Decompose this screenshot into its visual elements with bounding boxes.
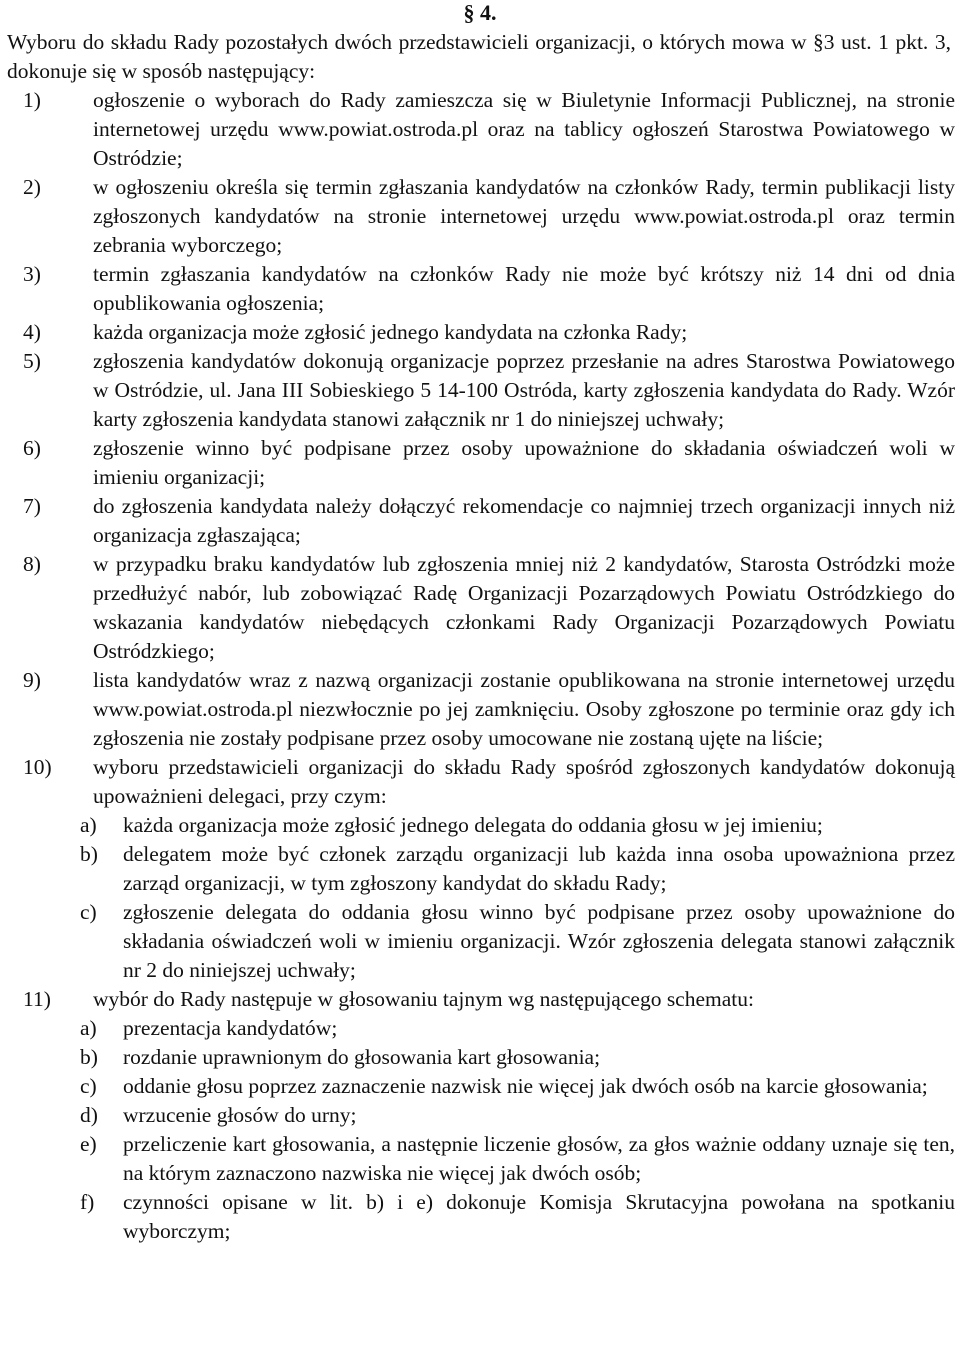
sub-item-text: wrzucenie głosów do urny; <box>123 1103 357 1127</box>
sub-item <box>0 1101 960 1130</box>
item-number: 3) <box>23 262 41 286</box>
sub-item <box>0 1043 960 1072</box>
item-text: zgłoszenia kandydatów dokonują organizacje poprzez przesłanie na adres Starostwa Powiatowego w Ostródzie, ul. Jana III Sobieskiego 5 14-100 Ostróda, karty zgłoszenia kandydata do Rady. Wzór karty zgłoszenia kandydata stanowi załącznik nr 1 do niniejszej uchwały; <box>93 349 955 431</box>
item-text: wyboru przedstawicieli organizacji do składu Rady spośród zgłoszonych kandydatów dokonują upoważnieni delegaci, przy czym: <box>93 755 955 808</box>
item-text: w przypadku braku kandydatów lub zgłoszenia mniej niż 2 kandydatów, Starosta Ostródzki może przedłużyć nabór, lub zobowiązać Radę Organizacji Pozarządowych Powiatu Ostródzkiego do wskazania kandydatów niebędących członkami Rady Organizacji Pozarządowych Powiatu Ostródzkiego; <box>93 552 955 663</box>
list-item <box>0 550 960 666</box>
item-number: 5) <box>23 349 41 373</box>
sub-item <box>0 898 960 985</box>
sub-item-text: przeliczenie kart głosowania, a następnie liczenie głosów, za głos ważnie oddany uznaje się ten, na którym zaznaczono nazwiska nie więcej jak dwóch osób; <box>123 1132 955 1185</box>
item-text: wybór do Rady następuje w głosowaniu tajnym wg następującego schematu: <box>93 987 754 1011</box>
list-item <box>0 86 960 173</box>
sub-item-letter: c) <box>80 900 97 924</box>
item-text: termin zgłaszania kandydatów na członków Rady nie może być krótszy niż 14 dni od dnia opublikowania ogłoszenia; <box>93 262 955 315</box>
sub-item-letter: a) <box>80 1016 97 1040</box>
list-item <box>0 985 960 1014</box>
list-item <box>0 492 960 550</box>
item-number: 10) <box>23 755 52 779</box>
sub-item <box>0 1188 960 1246</box>
sub-item-letter: a) <box>80 813 97 837</box>
section-heading: § 4. <box>463 0 497 25</box>
list-item <box>0 260 960 318</box>
sub-item-letter: d) <box>80 1103 98 1127</box>
item-number: 7) <box>23 494 41 518</box>
sub-item-text: prezentacja kandydatów; <box>123 1016 338 1040</box>
sub-item <box>0 1072 960 1101</box>
sub-item-text: rozdanie uprawnionym do głosowania kart głosowania; <box>123 1045 601 1069</box>
item-number: 8) <box>23 552 41 576</box>
sub-item-letter: b) <box>80 1045 98 1069</box>
intro-paragraph: Wyboru do składu Rady pozostałych dwóch przedstawicieli organizacji, o których mowa w §3 ust. 1 pkt. 3, dokonuje się w sposób następujący: <box>7 30 951 83</box>
item-text: ogłoszenie o wyborach do Rady zamieszcza się w Biuletynie Informacji Publicznej, na stronie internetowej urzędu www.powiat.ostroda.pl oraz na tablicy ogłoszeń Starostwa Powiatowego w Ostródzie; <box>93 88 955 170</box>
item-text: lista kandydatów wraz z nazwą organizacji zostanie opublikowana na stronie internetowej urzędu www.powiat.ostroda.pl niezwłocznie po jej zamknięciu. Osoby zgłoszone po terminie oraz gdy ich zgłoszenia nie zostały podpisane przez osoby umocowane nie zostaną ujęte na liście; <box>93 668 955 750</box>
list-item <box>0 753 960 811</box>
list-item <box>0 347 960 434</box>
sub-item-letter: f) <box>80 1190 95 1214</box>
sub-item-text: zgłoszenie delegata do oddania głosu winno być podpisane przez osoby upoważnione do składania oświadczeń woli w imieniu organizacji. Wzór zgłoszenia delegata stanowi załącznik nr 2 do niniejszej uchwały; <box>123 900 955 982</box>
sub-item-letter: e) <box>80 1132 97 1156</box>
sub-item-text: delegatem może być członek zarządu organizacji lub każda inna osoba upoważniona przez zarząd organizacji, w tym zgłoszony kandydat do składu Rady; <box>123 842 955 895</box>
sub-item <box>0 1130 960 1188</box>
item-number: 6) <box>23 436 41 460</box>
list-item <box>0 666 960 753</box>
list-item <box>0 173 960 260</box>
numbered-list <box>0 86 960 1246</box>
item-number: 4) <box>23 320 41 344</box>
item-number: 11) <box>23 987 51 1011</box>
list-item <box>0 318 960 347</box>
list-item <box>0 434 960 492</box>
sub-item <box>0 811 960 840</box>
item-number: 1) <box>23 88 41 112</box>
item-text: zgłoszenie winno być podpisane przez osoby upoważnione do składania oświadczeń woli w imieniu organizacji; <box>93 436 955 489</box>
item-text: do zgłoszenia kandydata należy dołączyć rekomendacje co najmniej trzech organizacji innych niż organizacja zgłaszająca; <box>93 494 955 547</box>
item-text: w ogłoszeniu określa się termin zgłaszania kandydatów na członków Rady, termin publikacji listy zgłoszonych kandydatów na stronie internetowej urzędu www.powiat.ostroda.pl oraz termin zebrania wyborczego; <box>93 175 955 257</box>
sub-item-letter: c) <box>80 1074 97 1098</box>
item-number: 9) <box>23 668 41 692</box>
sub-item <box>0 1014 960 1043</box>
sub-item-text: oddanie głosu poprzez zaznaczenie nazwisk nie więcej jak dwóch osób na karcie głosowania; <box>123 1074 928 1098</box>
item-number: 2) <box>23 175 41 199</box>
sub-item-text: czynności opisane w lit. b) i e) dokonuje Komisja Skrutacyjna powołana na spotkaniu wyborczym; <box>123 1190 955 1243</box>
item-text: każda organizacja może zgłosić jednego kandydata na członka Rady; <box>93 320 688 344</box>
sub-item-letter: b) <box>80 842 98 866</box>
sub-item <box>0 840 960 898</box>
sub-item-text: każda organizacja może zgłosić jednego delegata do oddania głosu w jej imieniu; <box>123 813 823 837</box>
